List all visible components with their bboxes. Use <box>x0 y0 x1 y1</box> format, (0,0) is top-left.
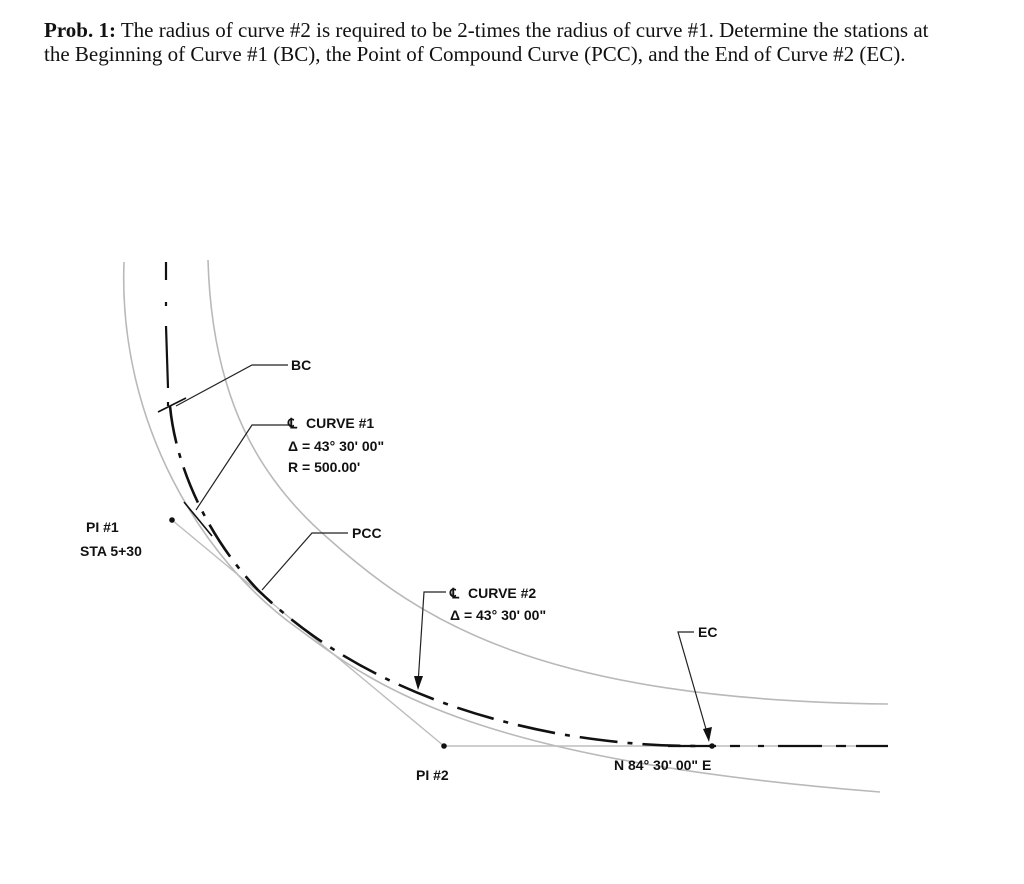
problem-number: Prob. 1: <box>44 18 116 42</box>
problem-text: The radius of curve #2 is required to be 2-times the radius of curve #1. Determine the stations at the Beginning of Curve #1 (BC), the Point of Compound Curve (PCC), and the End of Curve #2 (EC). <box>44 18 929 66</box>
pi1-label: PI #1 <box>86 519 119 535</box>
curve1-title: CURVE #1 <box>306 415 375 431</box>
ec-label: EC <box>698 624 718 640</box>
curve2-arrowhead <box>414 676 423 690</box>
pcc-leader <box>262 533 348 590</box>
curve2-title: CURVE #2 <box>468 585 537 601</box>
curve1-centerline-symbol: ℄ <box>288 415 297 431</box>
curve1-delta: Δ = 43° 30' 00" <box>288 438 385 454</box>
pi2-label: PI #2 <box>416 767 449 783</box>
ec-arrowhead <box>703 727 712 742</box>
ec-leader <box>678 632 708 736</box>
curve2-leader <box>418 592 446 684</box>
road-outer-edge <box>124 262 880 792</box>
bc-tick <box>158 398 186 412</box>
centerline-north-tangent <box>166 262 168 406</box>
pcc-label: PCC <box>352 525 382 541</box>
ec-point <box>709 743 715 749</box>
bc-label: BC <box>291 357 312 373</box>
bearing-label: N 84° 30' 00" E <box>614 757 712 773</box>
curve2-delta: Δ = 43° 30' 00" <box>450 607 547 623</box>
pi2-point <box>441 743 447 749</box>
curve2-centerline-symbol: ℄ <box>450 585 459 601</box>
pi1-point <box>169 517 175 523</box>
curve1-radius: R = 500.00' <box>288 459 361 475</box>
pi1-station: STA 5+30 <box>80 543 142 559</box>
centerline-curve <box>170 406 700 746</box>
curve1-leader <box>196 425 288 510</box>
